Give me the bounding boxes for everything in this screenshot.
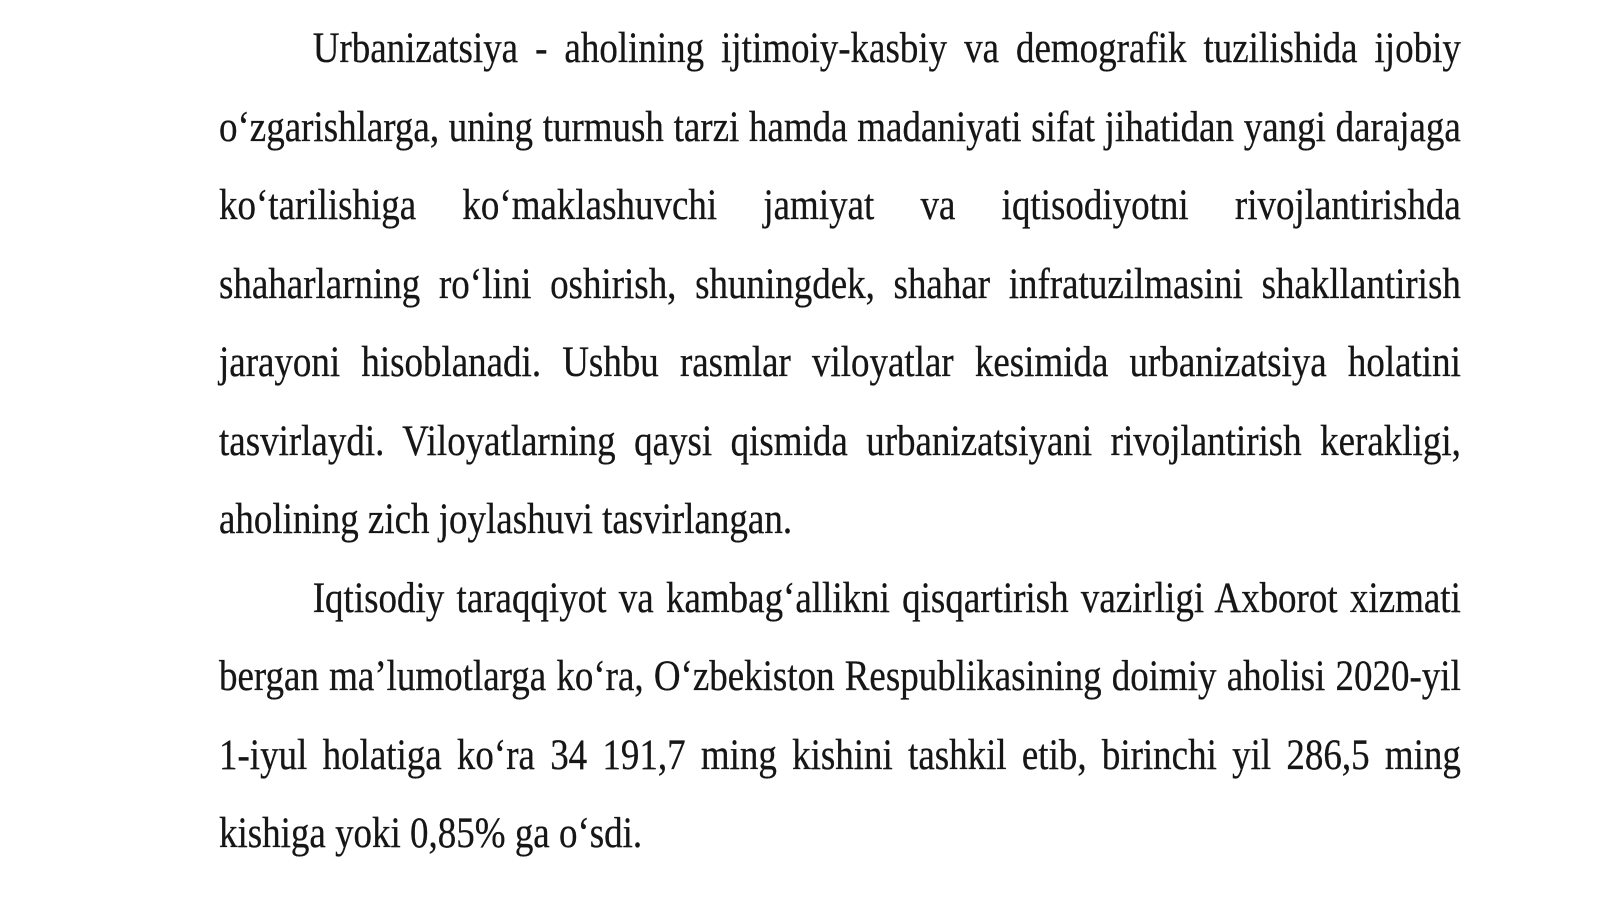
paragraph-population: Iqtisodiy taraqqiyot va kambag‘allikni qisqartirish vazirligi Axborot xizmati bergan ma’lumotlarga ko‘ra, O‘zbekiston Respublikasining doimiy aholisi 2020-yil 1-iyul holatiga ko‘ra 34 191,7 ming kishini tashkil etib, birinchi yil 286,5 ming kishiga yoki 0,85% ga o‘sdi. (219, 574, 1461, 857)
document-body (219, 10, 1461, 874)
paragraph-urbanization: Urbanizatsiya - aholining ijtimoiy-kasbiy va demografik tuzilishida ijobiy o‘zgarishlarga, uning turmush tarzi hamda madaniyati sifat jihatidan yangi darajaga ko‘tarilishiga ko‘maklashuvchi jamiyat va iqtisodiyotni rivojlantirishda shaharlarning ro‘lini oshirish, shuningdek, shahar infratuzilmasini shakllantirish jarayoni hisoblanadi. Ushbu rasmlar viloyatlar kesimida urbanizatsiya holatini tasvirlaydi. Viloyatlarning qaysi qismida urbanizatsiyani rivojlantirish kerakligi, aholining zich joylashuvi tasvirlangan. (219, 25, 1461, 543)
